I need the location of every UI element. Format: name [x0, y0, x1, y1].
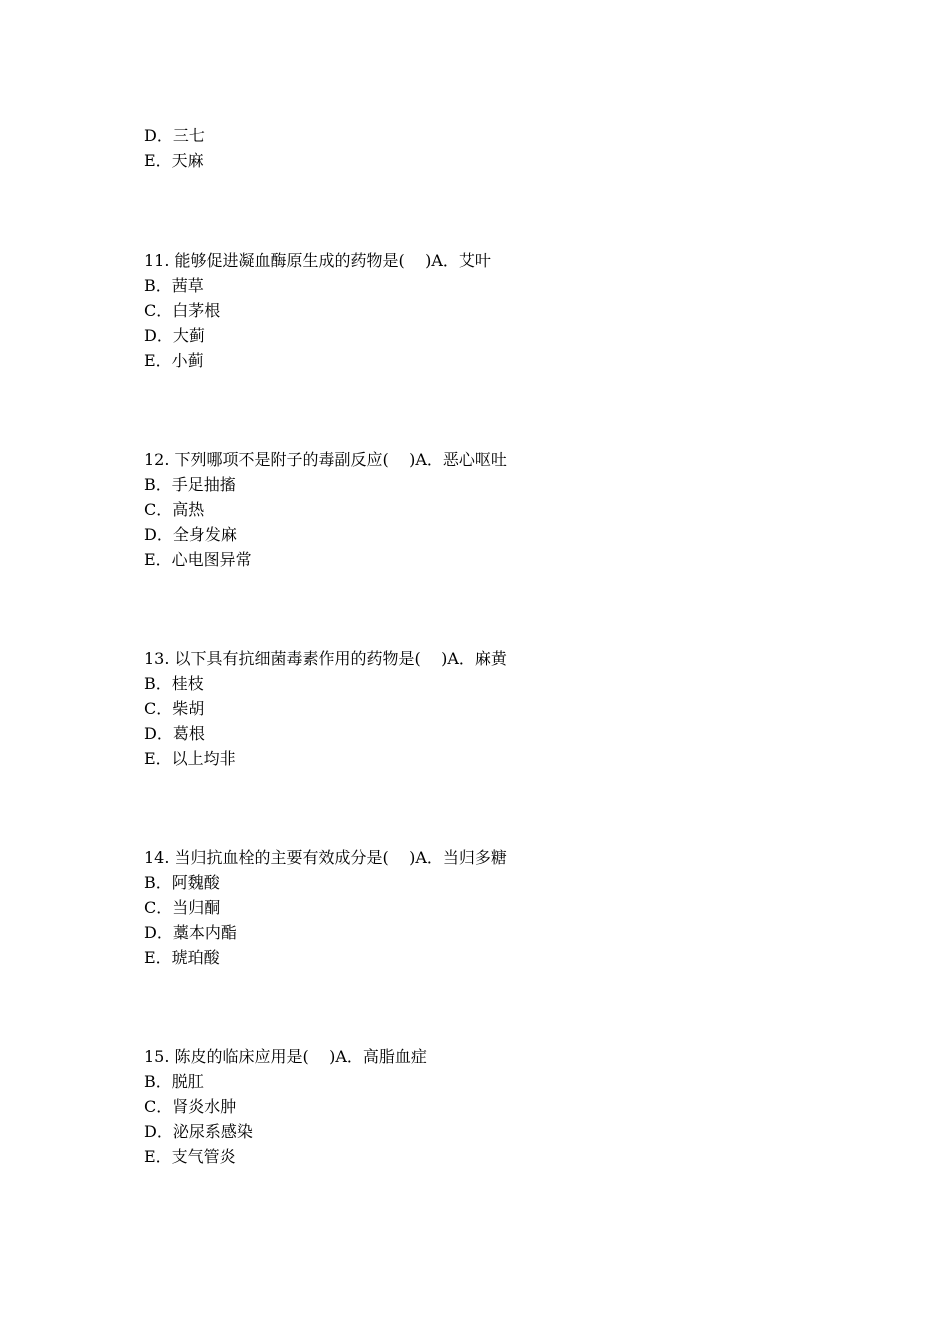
option-line: B．手足抽搐 — [144, 475, 236, 494]
option-line: D．泌尿系感染 — [144, 1122, 253, 1141]
option-line: B．阿魏酸 — [144, 873, 220, 892]
option-line: B．脱肛 — [144, 1072, 204, 1091]
option-line: D．三七 — [144, 126, 205, 145]
option-line: E．天麻 — [144, 151, 204, 170]
option-line: D．全身发麻 — [144, 525, 237, 544]
option-line: E．心电图异常 — [144, 550, 252, 569]
option-line: C．白茅根 — [144, 301, 221, 320]
option-line: E．支气管炎 — [144, 1147, 236, 1166]
question-stem: 11. 能够促进凝血酶原生成的药物是( )A．艾叶 — [144, 251, 491, 270]
option-line: D．大蓟 — [144, 326, 205, 345]
question-stem: 14. 当归抗血栓的主要有效成分是( )A．当归多糖 — [144, 848, 507, 867]
option-line: B．茜草 — [144, 276, 204, 295]
option-line: E．琥珀酸 — [144, 948, 220, 967]
option-line: C．肾炎水肿 — [144, 1097, 237, 1116]
option-line: C．当归酮 — [144, 898, 221, 917]
option-line: D．葛根 — [144, 724, 205, 743]
option-line: B．桂枝 — [144, 674, 204, 693]
option-line: C．高热 — [144, 500, 205, 519]
question-stem: 12. 下列哪项不是附子的毒副反应( )A．恶心呕吐 — [144, 450, 507, 469]
option-line: E．以上均非 — [144, 749, 236, 768]
question-stem: 13. 以下具有抗细菌毒素作用的药物是( )A．麻黄 — [144, 649, 507, 668]
option-line: C．柴胡 — [144, 699, 205, 718]
option-line: D．藁本内酯 — [144, 923, 237, 942]
option-line: E．小蓟 — [144, 351, 204, 370]
question-stem: 15. 陈皮的临床应用是( )A．高脂血症 — [144, 1047, 427, 1066]
